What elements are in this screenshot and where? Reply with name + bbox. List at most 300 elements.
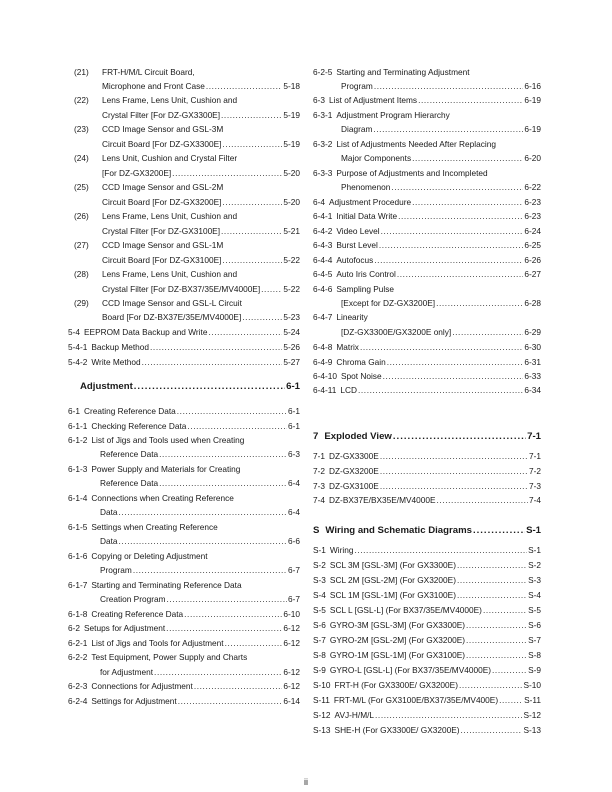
entry-title: SCL L [GSL-L] (For BX37/35E/MV4000E) xyxy=(329,605,482,615)
dot-leader xyxy=(380,465,528,478)
page-ref: S-8 xyxy=(528,650,541,660)
page-ref: 6-12 xyxy=(283,623,300,633)
entry-label: 6-4-3 xyxy=(313,240,333,250)
entry-label: 6-4 xyxy=(313,197,325,207)
entry-text xyxy=(313,709,374,722)
dot-leader xyxy=(418,94,523,107)
page-ref: 5-23 xyxy=(283,312,300,322)
page-ref: 6-3 xyxy=(288,449,300,459)
dot-leader xyxy=(393,430,526,443)
entry-title: Diagram xyxy=(341,124,373,134)
entry-label: (27) xyxy=(74,240,89,250)
dot-leader xyxy=(459,679,523,692)
entry-title: Starting and Terminating Reference Data xyxy=(91,580,242,590)
entry-title: Board [For DZ-BX37E/35E/MV4000E] xyxy=(102,312,242,322)
entry-label: 6-1-8 xyxy=(68,609,88,619)
dot-leader xyxy=(461,724,523,737)
entry-title: Video Level xyxy=(336,226,380,236)
entry-label: 6-4-6 xyxy=(313,284,333,294)
entry-label: 6-2-5 xyxy=(313,67,333,77)
dot-leader xyxy=(437,494,528,507)
entry-title: Chroma Gain xyxy=(336,357,386,367)
entry-text xyxy=(313,664,491,677)
entry-title: for Adjustment xyxy=(100,667,154,677)
entry-title: List of Jigs and Tools for Adjustment xyxy=(91,638,224,648)
entry-title: List of Adjustments Needed After Replacing xyxy=(336,139,496,149)
entry-label: S-8 xyxy=(313,650,326,660)
entry-title: Burst Level xyxy=(336,240,378,250)
toc-entry xyxy=(313,450,541,463)
entry-text xyxy=(313,239,378,252)
page-ref: 6-25 xyxy=(524,240,541,250)
dot-leader xyxy=(466,634,527,647)
entry-label: 7-4 xyxy=(313,495,325,505)
entry-label: (28) xyxy=(74,269,89,279)
entry-title: [For DZ-GX3200E] xyxy=(102,168,172,178)
entry-title: Adjustment xyxy=(80,381,133,392)
entry-text xyxy=(313,524,472,537)
entry-text xyxy=(313,649,465,662)
toc-entry xyxy=(313,268,541,281)
entry-title: FRT-H/M/L Circuit Board, xyxy=(102,67,195,77)
entry-label: 5-4 xyxy=(68,327,80,337)
page-ref: 5-20 xyxy=(283,168,300,178)
entry-label: 6-1-2 xyxy=(68,435,88,445)
dot-leader xyxy=(457,559,527,572)
entry-title: Reference Data xyxy=(100,449,159,459)
entry-title: GYRO-L [GSL-L] (For BX37/35E/MV4000E) xyxy=(329,665,492,675)
page-ref: 6-29 xyxy=(524,327,541,337)
toc-entry xyxy=(313,574,541,587)
entry-label: 6-4-4 xyxy=(313,255,333,265)
page-ref: 6-6 xyxy=(288,536,300,546)
entry-label: 6-1-1 xyxy=(68,421,88,431)
dot-leader xyxy=(398,210,523,223)
page-ref: 5-24 xyxy=(283,327,300,337)
toc-entry xyxy=(313,465,541,478)
dot-leader xyxy=(452,326,523,339)
entry-label: S-1 xyxy=(313,545,326,555)
entry-title: FRT-M/L (For GX3100E/BX37/35E/MV400E) xyxy=(333,695,499,705)
entry-label: 7-3 xyxy=(313,481,325,491)
page-ref: 7-3 xyxy=(529,481,541,491)
entry-label: 6-1-5 xyxy=(68,522,88,532)
entry-label: S-2 xyxy=(313,560,326,570)
page-ref: 5-26 xyxy=(283,342,300,352)
entry-label: S xyxy=(313,525,320,536)
page-ref: 6-27 xyxy=(524,269,541,279)
entry-title: Copying or Deleting Adjustment xyxy=(91,551,208,561)
page-ref: 6-20 xyxy=(524,153,541,163)
page-ref: S-3 xyxy=(528,575,541,585)
entry-text xyxy=(313,450,379,463)
entry-text xyxy=(313,66,470,79)
entry-text xyxy=(313,94,417,107)
page-ref: 5-27 xyxy=(283,357,300,367)
entry-text xyxy=(313,370,382,383)
dot-leader xyxy=(380,450,528,463)
entry-text xyxy=(341,152,411,165)
dot-leader xyxy=(397,268,524,281)
entry-title: Data xyxy=(100,507,118,517)
entry-label: 6-4-8 xyxy=(313,342,333,352)
page-ref: 7-2 xyxy=(529,466,541,476)
entry-text xyxy=(341,123,372,136)
entry-title: Major Components xyxy=(341,153,412,163)
entry-label: 6-1-3 xyxy=(68,464,88,474)
entry-title: FRT-H (For GX3300E/ GX3200E) xyxy=(334,680,458,690)
entry-label: S-12 xyxy=(313,710,331,720)
entry-label: 6-1 xyxy=(68,406,80,416)
entry-title: Starting and Terminating Adjustment xyxy=(336,67,470,77)
entry-text xyxy=(313,604,482,617)
entry-title: Data xyxy=(100,536,118,546)
toc-entry xyxy=(341,297,541,310)
entry-title: Reference Data xyxy=(100,478,159,488)
entry-title: GYRO-2M [GSL-2M] (For GX3200E) xyxy=(329,635,466,645)
entry-text xyxy=(313,694,498,707)
toc-entry xyxy=(313,254,541,267)
entry-label: 6-4-1 xyxy=(313,211,333,221)
page-ref: 6-7 xyxy=(288,594,300,604)
entry-title: Circuit Board [For DZ-GX3300E] xyxy=(102,139,222,149)
dot-leader xyxy=(383,370,524,383)
entry-title: Phenomenon xyxy=(341,182,391,192)
toc-entry xyxy=(341,152,541,165)
entry-title: Creating Reference Data xyxy=(91,609,184,619)
entry-title: SCL 1M [GSL-1M] (For GX3100E) xyxy=(329,590,456,600)
page-ref: 5-21 xyxy=(283,226,300,236)
toc-entry xyxy=(313,370,541,383)
page-ref: S-12 xyxy=(523,710,541,720)
entry-text xyxy=(313,109,450,122)
page-ref: S-2 xyxy=(528,560,541,570)
page-ref: S-13 xyxy=(523,725,541,735)
entry-label: S-4 xyxy=(313,590,326,600)
entry-text xyxy=(313,167,488,180)
entry-title: Lens Unit, Cushion and Crystal Filter xyxy=(102,153,238,163)
entry-label: (24) xyxy=(74,153,89,163)
toc-entry xyxy=(313,664,541,677)
entry-text xyxy=(313,225,380,238)
entry-label: (26) xyxy=(74,211,89,221)
section-heading xyxy=(313,430,541,443)
entry-label: (21) xyxy=(74,67,89,77)
page-ref: 6-28 xyxy=(524,298,541,308)
entry-text xyxy=(313,268,396,281)
page-ref: 6-10 xyxy=(283,609,300,619)
entry-text xyxy=(313,559,456,572)
entry-label: 6-3-2 xyxy=(313,139,333,149)
page-ref: S-1 xyxy=(526,525,541,536)
dot-leader xyxy=(412,196,523,209)
entry-text xyxy=(313,544,353,557)
dot-leader xyxy=(354,544,527,557)
toc-entry xyxy=(313,544,541,557)
toc-entry xyxy=(313,589,541,602)
entry-label: 6-2-3 xyxy=(68,681,88,691)
entry-label: S-9 xyxy=(313,665,326,675)
entry-label: 7-1 xyxy=(313,451,325,461)
dot-leader xyxy=(473,524,525,537)
dot-leader xyxy=(391,181,523,194)
entry-label: 6-3-3 xyxy=(313,168,333,178)
entry-title: Lens Frame, Lens Unit, Cushion and xyxy=(102,269,238,279)
toc-entry xyxy=(313,109,541,122)
entry-text xyxy=(313,430,392,443)
page-ref: S-5 xyxy=(528,605,541,615)
entry-label: 6-1-4 xyxy=(68,493,88,503)
page-ref: 7-1 xyxy=(527,431,541,442)
entry-title: Connections when Creating Reference xyxy=(91,493,234,503)
entry-label: 6-1-7 xyxy=(68,580,88,590)
entry-title: AVJ-H/M/L xyxy=(334,710,375,720)
entry-title: Creating Reference Data xyxy=(84,406,176,416)
entry-text xyxy=(341,80,373,93)
entry-title: Adjustment Program Hierarchy xyxy=(336,110,450,120)
entry-label: (29) xyxy=(74,298,89,308)
toc-entry xyxy=(313,724,541,737)
page-ref: 5-22 xyxy=(283,255,300,265)
entry-text xyxy=(313,679,458,692)
toc-entry xyxy=(313,709,541,722)
entry-title: Initial Data Write xyxy=(336,211,398,221)
page-ref: 6-1 xyxy=(288,421,300,431)
page-ref: 6-19 xyxy=(524,124,541,134)
toc-entry xyxy=(313,341,541,354)
entry-title: DZ-GX3200E xyxy=(329,466,379,476)
toc-entry xyxy=(313,210,541,223)
entry-title: List of Adjustment Items xyxy=(329,95,418,105)
entry-text xyxy=(313,465,379,478)
toc-entry xyxy=(341,123,541,136)
dot-leader xyxy=(483,604,527,617)
entry-title: Connections for Adjustment xyxy=(91,681,193,691)
entry-text xyxy=(341,326,451,339)
page-ref: S-10 xyxy=(523,680,541,690)
entry-title: Backup Method xyxy=(91,342,150,352)
toc-entry xyxy=(313,311,541,324)
page-ref: 6-1 xyxy=(286,381,300,392)
toc-entry xyxy=(313,619,541,632)
entry-text xyxy=(313,494,436,507)
toc-entry xyxy=(313,679,541,692)
page-ref: 6-16 xyxy=(524,81,541,91)
dot-leader xyxy=(381,225,524,238)
toc-entry xyxy=(341,181,541,194)
page-ref: 7-1 xyxy=(529,451,541,461)
page-ref: 5-22 xyxy=(283,284,300,294)
dot-leader xyxy=(373,123,523,136)
page-ref: 6-24 xyxy=(524,226,541,236)
toc-entry xyxy=(341,80,541,93)
entry-label: 6-4-7 xyxy=(313,312,333,322)
toc-entry xyxy=(313,94,541,107)
entry-text xyxy=(313,384,357,397)
dot-leader xyxy=(466,619,527,632)
entry-label: 5-4-2 xyxy=(68,357,88,367)
entry-title: Autofocus xyxy=(336,255,374,265)
entry-title: Sampling Pulse xyxy=(336,284,395,294)
entry-title: Write Method xyxy=(91,357,141,367)
toc-entry xyxy=(341,326,541,339)
entry-text xyxy=(313,196,411,209)
entry-title: Circuit Board [For DZ-GX3200E] xyxy=(102,197,222,207)
dot-leader xyxy=(374,80,524,93)
dot-leader xyxy=(375,709,522,722)
entry-label: 6-1-6 xyxy=(68,551,88,561)
page-ref: 6-4 xyxy=(288,478,300,488)
entry-title: Lens Frame, Lens Unit, Cushion and xyxy=(102,211,238,221)
entry-label: (23) xyxy=(74,124,89,134)
toc-entry xyxy=(313,694,541,707)
toc-entry xyxy=(313,196,541,209)
page-ref: 5-18 xyxy=(283,81,300,91)
entry-text xyxy=(341,297,435,310)
entry-title: CCD Image Sensor and GSL-L Circuit xyxy=(102,298,242,308)
entry-label: 6-4-9 xyxy=(313,357,333,367)
entry-title: Crystal Filter [For DZ-GX3100E] xyxy=(102,226,221,236)
entry-title: Matrix xyxy=(336,342,359,352)
page-ref: 6-12 xyxy=(283,681,300,691)
entry-title: CCD Image Sensor and GSL-1M xyxy=(102,240,224,250)
toc-entry xyxy=(313,167,541,180)
entry-title: GYRO-3M [GSL-3M] (For GX3300E) xyxy=(329,620,466,630)
entry-text xyxy=(313,254,373,267)
entry-title: CCD Image Sensor and GSL-3M xyxy=(102,124,224,134)
page-number: ii xyxy=(304,777,308,787)
entry-title: CCD Image Sensor and GSL-2M xyxy=(102,182,224,192)
entry-label: S-3 xyxy=(313,575,326,585)
toc-entry xyxy=(313,283,541,296)
toc-entry xyxy=(313,494,541,507)
entry-label: 6-4-2 xyxy=(313,226,333,236)
entry-title: Wiring and Schematic Diagrams xyxy=(325,525,472,536)
page-ref: 6-22 xyxy=(524,182,541,192)
entry-title: Microphone and Front Case xyxy=(102,81,205,91)
entry-text xyxy=(341,181,390,194)
dot-leader xyxy=(412,152,523,165)
page-ref: 6-23 xyxy=(524,197,541,207)
entry-title: Lens Frame, Lens Unit, Cushion and xyxy=(102,95,238,105)
entry-label: 5-4-1 xyxy=(68,342,88,352)
entry-label: (25) xyxy=(74,182,89,192)
dot-leader xyxy=(457,574,527,587)
entry-title: Spot Noise xyxy=(340,371,382,381)
page-ref: S-1 xyxy=(528,545,541,555)
entry-title: Checking Reference Data xyxy=(91,421,187,431)
dot-leader xyxy=(380,480,528,493)
entry-title: Creation Program xyxy=(100,594,166,604)
page-ref: S-6 xyxy=(528,620,541,630)
page-ref: S-7 xyxy=(528,635,541,645)
entry-label: 6-2-1 xyxy=(68,638,88,648)
entry-text xyxy=(313,589,456,602)
entry-label: 6-2 xyxy=(68,623,80,633)
entry-label: (22) xyxy=(74,95,89,105)
page-ref: 6-14 xyxy=(283,696,300,706)
entry-label: 6-2-4 xyxy=(68,696,88,706)
entry-title: Circuit Board [For DZ-GX3100E] xyxy=(102,255,222,265)
entry-text xyxy=(313,480,379,493)
entry-label: 6-4-10 xyxy=(313,371,337,381)
page-ref: 6-12 xyxy=(283,638,300,648)
entry-title: Linearity xyxy=(336,312,368,322)
entry-text xyxy=(313,724,460,737)
toc-entry xyxy=(313,138,541,151)
toc-entry xyxy=(313,634,541,647)
entry-text xyxy=(313,634,465,647)
entry-label: 6-4-5 xyxy=(313,269,333,279)
page-ref: 6-12 xyxy=(283,667,300,677)
entry-title: Setups for Adjustment xyxy=(84,623,166,633)
entry-label: 6-4-11 xyxy=(313,385,337,395)
entry-title: Settings for Adjustment xyxy=(91,696,177,706)
entry-text xyxy=(313,341,359,354)
entry-title: Program xyxy=(341,81,373,91)
entry-text xyxy=(313,283,394,296)
page-ref: 7-4 xyxy=(529,495,541,505)
dot-leader xyxy=(358,384,523,397)
entry-title: GYRO-1M [GSL-1M] (For GX3100E) xyxy=(329,650,466,660)
entry-text xyxy=(313,138,496,151)
dot-leader xyxy=(436,297,523,310)
page-ref: 6-19 xyxy=(524,95,541,105)
toc-entry xyxy=(313,649,541,662)
page-ref: S-11 xyxy=(524,695,541,705)
entry-title: SCL 3M [GSL-3M] (For GX3300E) xyxy=(329,560,456,570)
dot-leader xyxy=(499,694,523,707)
dot-leader xyxy=(492,664,527,677)
entry-title: DZ-BX37E/BX35E/MV4000E xyxy=(329,495,436,505)
entry-title: Settings when Creating Reference xyxy=(91,522,218,532)
entry-label: 6-3 xyxy=(313,95,325,105)
entry-label: 7-2 xyxy=(313,466,325,476)
toc-entry xyxy=(313,384,541,397)
entry-title: DZ-GX3100E xyxy=(329,481,379,491)
entry-label: S-5 xyxy=(313,605,326,615)
page-ref: 5-19 xyxy=(283,139,300,149)
page-ref: 6-4 xyxy=(288,507,300,517)
entry-title: [DZ-GX3300E/GX3200E only] xyxy=(341,327,452,337)
page-ref: 6-7 xyxy=(288,565,300,575)
entry-text xyxy=(313,210,397,223)
entry-title: EEPROM Data Backup and Write xyxy=(84,327,208,337)
page-ref: 6-1 xyxy=(288,406,300,416)
toc-entry xyxy=(313,356,541,369)
entry-title: Purpose of Adjustments and Incompleted xyxy=(336,168,488,178)
dot-leader xyxy=(374,254,523,267)
entry-label: S-6 xyxy=(313,620,326,630)
entry-title: [Except for DZ-GX3200E] xyxy=(341,298,436,308)
page-ref: 5-20 xyxy=(283,197,300,207)
entry-label: S-7 xyxy=(313,635,326,645)
entry-title: SCL 2M [GSL-2M] (For GX3200E) xyxy=(329,575,456,585)
page-ref: 6-31 xyxy=(524,357,541,367)
entry-label: S-11 xyxy=(313,695,330,705)
entry-text xyxy=(313,311,368,324)
entry-label: 6-2-2 xyxy=(68,652,88,662)
entry-label: 7 xyxy=(313,431,319,442)
entry-text xyxy=(313,574,456,587)
entry-label: S-13 xyxy=(313,725,331,735)
dot-leader xyxy=(379,239,524,252)
entry-label: S-10 xyxy=(313,680,331,690)
entry-title: Wiring xyxy=(329,545,354,555)
entry-title: LCD xyxy=(340,385,357,395)
page-ref: 6-23 xyxy=(524,211,541,221)
entry-title: Adjustment Procedure xyxy=(329,197,412,207)
